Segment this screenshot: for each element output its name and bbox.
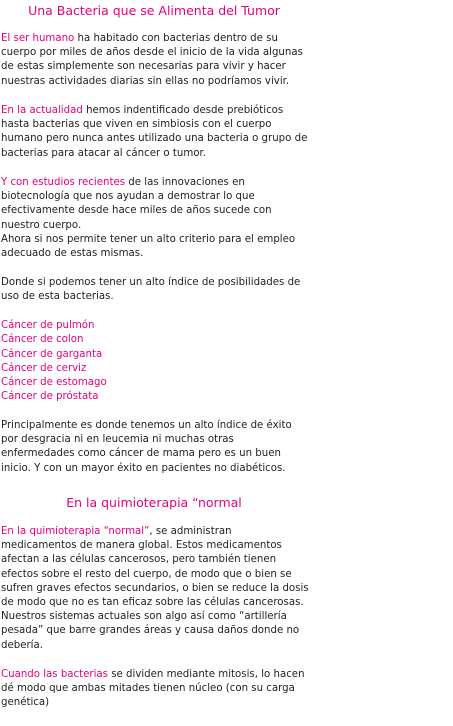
paragraph-estudios-text2: Ahora si nos permite tener un alto criterio para el empleo adecuado de estas mismas. xyxy=(1,233,296,260)
list-item: Cáncer de próstata xyxy=(1,391,99,403)
paragraph-estudios-text: de las innovaciones en biotecnología que nos ayudan a demostrar lo que efectivamente desde hace miles de años sucede con nuestro cuerpo. xyxy=(1,177,272,231)
paragraph-intro-text: ha habitado con bacterias dentro de su cuerpo por miles de años desde el inicio de la vida algunas de estas simplemente son necesarias para vivir y hacer nuestras actividades diarias sin ellas no podríamos vivir. xyxy=(1,33,303,87)
article-title: Una Bacteria que se Alimenta del Tumor xyxy=(28,3,280,18)
list-item: Cáncer de garganta xyxy=(1,348,103,360)
list-item: Cáncer de estomago xyxy=(1,377,107,389)
list-item: Cáncer de colon xyxy=(1,334,84,346)
paragraph-intro-lead: El ser humano xyxy=(1,33,75,44)
paragraph-exito: Principalmente es donde tenemos un alto índice de éxito por desgracia ni en leucemia ni muchas otras enfermedades como cáncer de mama pero es un buen inicio. Y con un mayor éxito en pacientes no diabéticos. xyxy=(1,420,292,474)
cancer-list xyxy=(0,319,309,405)
paragraph-estudios xyxy=(0,176,309,261)
list-item: Cáncer de pulmón xyxy=(1,320,95,331)
section-title-quimioterapia: En la quimioterapia “normal xyxy=(66,495,242,510)
paragraph-bacterias xyxy=(0,668,309,711)
paragraph-actualidad-lead: En la actualidad xyxy=(1,105,83,116)
paragraph-actualidad-text: hemos indentificado desde prebióticos hasta bacterias que viven en simbiosis con el cuerpo humano pero nunca antes utilizado una bacteria o grupo de bacterias para atacar al cáncer o tumor. xyxy=(1,105,308,159)
paragraph-quimioterapia xyxy=(0,525,309,653)
paragraph-bacterias-lead: Cuando las bacterias xyxy=(1,669,108,680)
paragraph-intro xyxy=(0,32,309,89)
paragraph-quimioterapia-text: , se administran medicamentos de manera global. Estos medicamentos afectan a las células cancerosos, pero también tienen efectos sobre el resto del cuerpo, de modo que o bien se sufren graves efectos secundarios, o bien se reduce la dosis de modo que no es tan eficaz sobre las células cancerosas. Nuestros sistemas actuales son algo así como “artillería pesada” que barre grandes áreas y causa daños donde no debería. xyxy=(1,526,309,651)
paragraph-bacterias-text: se dividen mediante mitosis, lo hacen dé modo que ambas mitades tienen núcleo (con su carga genética) xyxy=(1,669,305,709)
list-item: Cáncer de cerviz xyxy=(1,362,87,374)
paragraph-quimioterapia-lead: En la quimioterapia “normal” xyxy=(1,526,150,537)
paragraph-estudios-lead: Y con estudios recientes xyxy=(1,177,126,188)
paragraph-actualidad xyxy=(0,104,309,161)
paragraph-posibilidades: Donde si podemos tener un alto índice de posibilidades de uso de esta bacterias. xyxy=(1,277,301,303)
